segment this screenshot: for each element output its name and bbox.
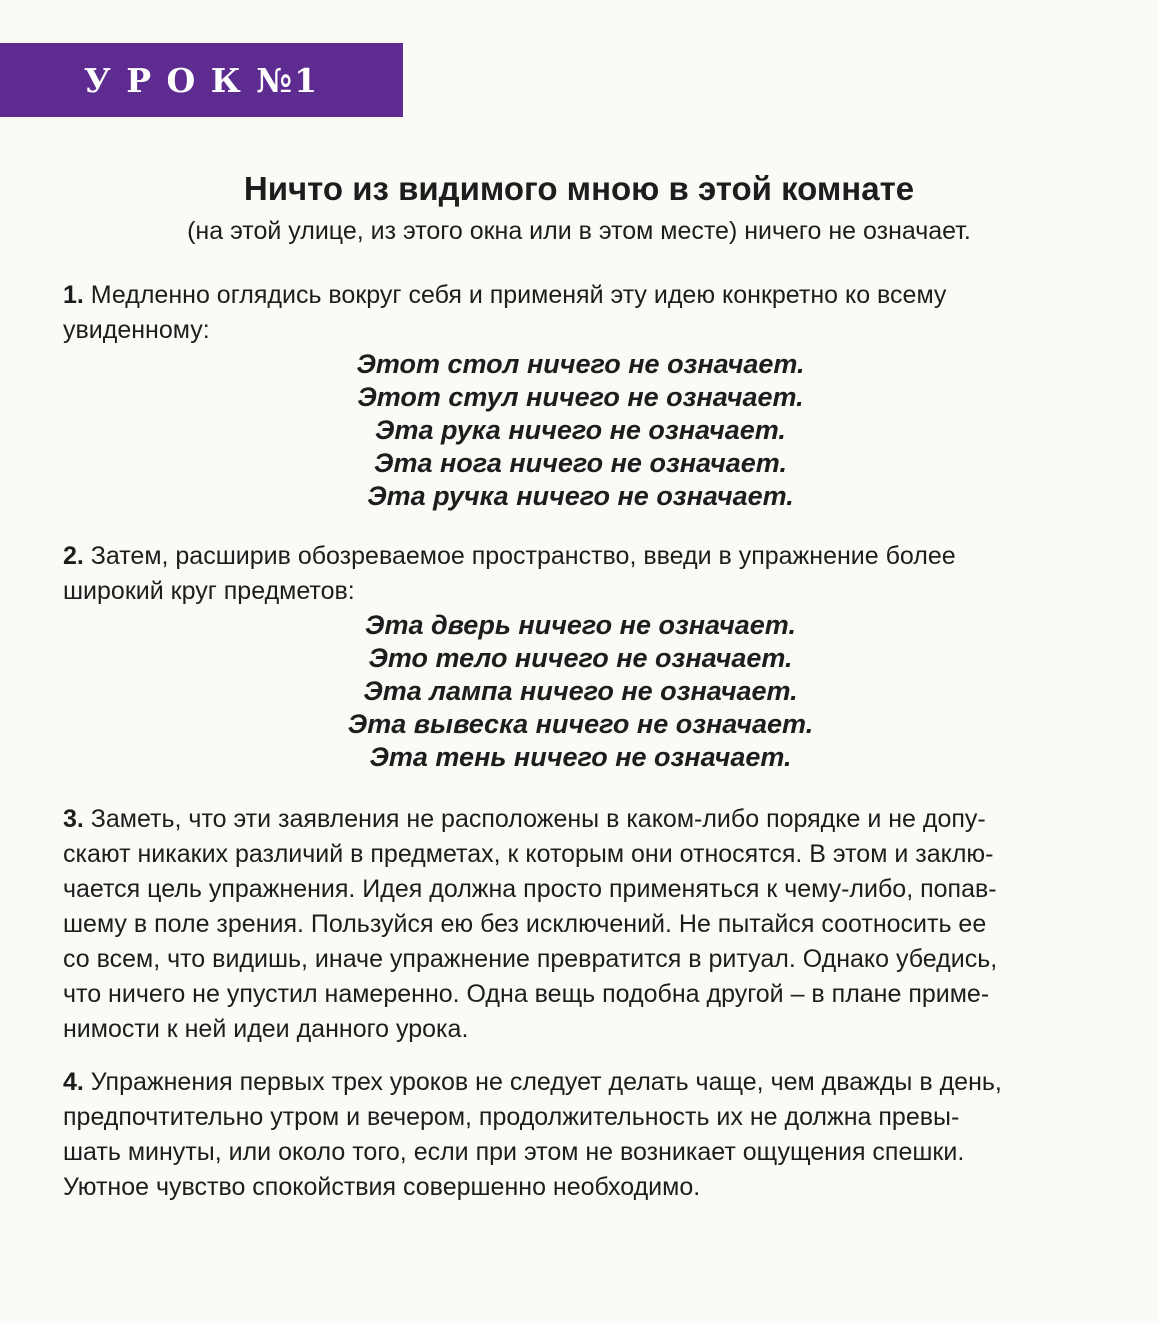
paragraph-number: 2. [63, 542, 91, 570]
affirmation-line: Эта нога ничего не означает. [374, 448, 787, 478]
paragraph-2 [63, 539, 1098, 609]
text-line: со всем, что видишь, иначе упражнение превратится в ритуал. Однако убедись, [63, 945, 998, 973]
affirmation-line: Эта лампа ничего не означает. [363, 676, 798, 706]
affirmation-list [63, 348, 1098, 513]
paragraph-number: 1. [63, 281, 91, 309]
text-line: шать минуты, или около того, если при этом не возникает ощущения спешки. [63, 1138, 965, 1166]
affirmation-line: Эта рука ничего не означает. [375, 415, 786, 445]
text-line: нимости к ней идеи данного урока. [63, 1015, 469, 1043]
affirmation-line: Этот стул ничего не означает. [357, 382, 804, 412]
affirmation-list [63, 609, 1098, 774]
text-line: 4. Упражнения первых трех уроков не следует делать чаще, чем дважды в день, [63, 1068, 1002, 1096]
page [0, 43, 1158, 1323]
text-line: что ничего не упустил намеренно. Одна вещь подобна другой – в плане приме- [63, 980, 990, 1008]
text-line: широкий круг предметов: [63, 577, 355, 605]
text-line: скают никаких различий в предметах, к которым они относятся. В этом и заклю- [63, 840, 994, 868]
affirmation-line: Эта вывеска ничего не означает. [347, 709, 814, 739]
paragraph-number: 3. [63, 805, 91, 833]
text-line: 2. Затем, расширив обозреваемое пространство, введи в упражнение более [63, 542, 956, 570]
content [0, 278, 1158, 1205]
paragraph-3 [63, 802, 1098, 1047]
text-line: Уютное чувство спокойствия совершенно необходимо. [63, 1173, 701, 1201]
paragraph-4 [63, 1065, 1098, 1205]
affirmation-line: Эта ручка ничего не означает. [367, 481, 794, 511]
paragraph-number: 4. [63, 1068, 91, 1096]
affirmation-line: Этот стол ничего не означает. [356, 349, 805, 379]
affirmation-line: Эта тень ничего не означает. [369, 742, 792, 772]
lesson-banner [0, 43, 403, 117]
text-line: предпочтительно утром и вечером, продолжительность их не должна превы- [63, 1103, 960, 1131]
page-subtitle: (на этой улице, из этого окна или в этом месте) ничего не означает. [187, 217, 971, 245]
paragraph-1 [63, 278, 1098, 348]
lesson-banner-label: У Р О К №1 [83, 60, 320, 100]
text-line: чается цель упражнения. Идея должна просто применяться к чему-либо, попав- [63, 875, 997, 903]
text-line: шему в поле зрения. Пользуйся ею без исключений. Не пытайся соотносить ее [63, 910, 987, 938]
text-line: увиденному: [63, 316, 210, 344]
text-line: 1. Медленно оглядись вокруг себя и применяй эту идею конкретно ко всему [63, 281, 947, 309]
text-line: 3. Заметь, что эти заявления не расположены в каком-либо порядке и не допу- [63, 805, 986, 833]
affirmation-line: Эта дверь ничего не означает. [365, 610, 796, 640]
page-title: Ничто из видимого мною в этой комнате [243, 170, 915, 207]
affirmation-line: Это тело ничего не означает. [368, 643, 793, 673]
